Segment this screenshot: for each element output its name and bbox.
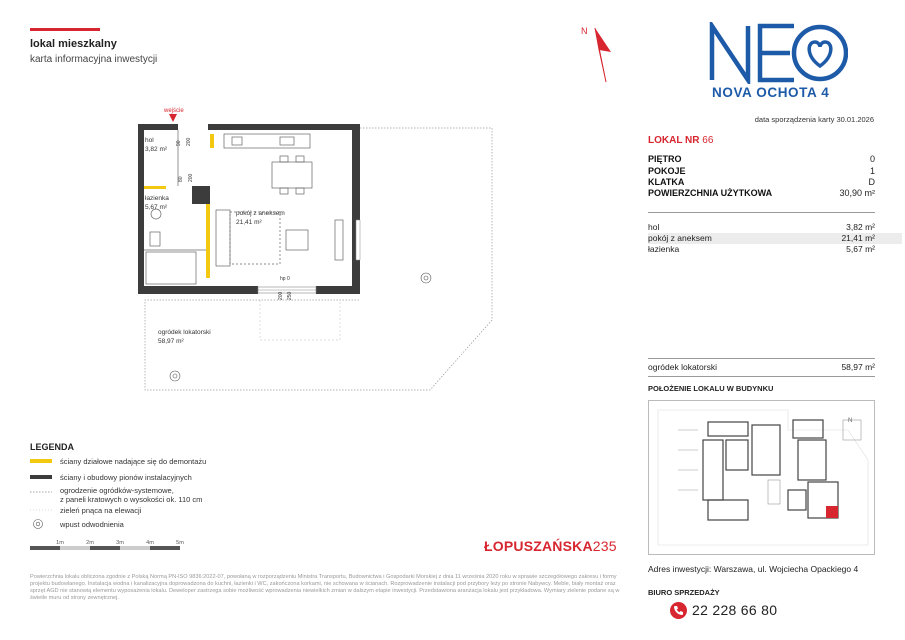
doc-subtitle: karta informacyjna inwestycji [30, 54, 158, 65]
lokal-number [648, 135, 713, 146]
svg-text:4m: 4m [146, 540, 154, 546]
phone-icon [670, 602, 687, 619]
room-row: łazienka 5,67 m² [648, 244, 875, 254]
footer-disclaimer: Powierzchnia lokalu obliczona zgodnie z Polską Normą PN-ISO 9836:2022-07, powołaną w rozporządzeniu Ministra Transportu, Budownictwa i Gospodarki Morskiej z dnia 11 września 2020 roku w sprawie szczegółowego zakresu i formy projektu budowlanego. Instalacja wodna i kanalizacyjna doprowadzona do kuchni, łazienki i WC, zakończona korkami, nie schowana w ścianach. Rozprowadzenie instalacji pod przybory leży po stronie Nabywcy. Meble, biały montaż oraz sprzęt AGD nie stanowią elementu wyposażenia lokalu. Deweloper zastrzega sobie możliwość wprowadzenia niewielkich zmian w dalszym etapie inwestycji. Przedstawiona aranżacja lokalu jest przykładowa. Wymiary zielenie podane są w świetle muru od strony zewnętrznej. [30, 574, 620, 601]
plan-hol-label: hol [145, 137, 154, 144]
compass-icon [575, 20, 615, 90]
info-row: POWIERZCHNIA UŻYTKOWA 30,90 m² [648, 188, 875, 198]
position-title: POŁOŻENIE LOKALU W BUDYNKU [648, 384, 774, 393]
plan-garden-label: ogródek lokatorski [158, 329, 211, 336]
info-row: KLATKA D [648, 177, 875, 187]
room-row: pokój z aneksem 21,41 m² [648, 233, 902, 244]
legend-item: ściany działowe nadające się do demontażu [60, 457, 207, 466]
legend-item: wpust odwodnienia [60, 520, 124, 529]
map-north-label: N [848, 418, 853, 424]
date-line: data sporządzenia karty 30.01.2026 [754, 115, 874, 124]
legend-swatch-wall [30, 474, 54, 480]
lokal-label: LOKAL NR [648, 135, 700, 146]
door1-width: 90 [176, 140, 182, 146]
window-width: 200 [278, 291, 284, 300]
investment-address: Adres inwestycji: Warszawa, ul. Wojciecha Opackiego 4 [648, 564, 859, 574]
door1-height: 200 [186, 137, 192, 146]
legend-item: ogrodzenie ogródków-systemowe, [60, 486, 174, 495]
plan-hol-area: 3,82 m² [145, 146, 168, 153]
divider [648, 358, 875, 359]
svg-text:3m: 3m [116, 540, 124, 546]
legend-swatch-demolish [30, 458, 54, 464]
legend-item: z paneli kratowych o wysokości ok. 110 cm [60, 495, 203, 504]
apartment-marker [826, 506, 838, 518]
svg-text:2m: 2m [86, 540, 94, 546]
info-row: PIĘTRO 0 [648, 154, 875, 164]
floor-plan [120, 100, 510, 430]
svg-text:1m: 1m [56, 540, 64, 546]
brand-word: ŁOPUSZAŃSKA [484, 538, 593, 554]
legend-swatch-greenery [30, 507, 54, 513]
window-height: 250 [287, 291, 293, 300]
lokal-value: 66 [702, 135, 714, 146]
legend-item: zieleń pnąca na elewacji [60, 506, 142, 515]
brand-name [484, 538, 617, 554]
garden-row: ogródek lokatorski 58,97 m² [648, 362, 875, 372]
header-accent-bar [30, 28, 100, 31]
plan-lazienka-label: łazienka [145, 195, 169, 202]
divider [648, 212, 875, 213]
drain-icon [30, 518, 54, 530]
legend-swatch-fence [30, 489, 54, 495]
building-location-map [648, 400, 875, 555]
legend-item: ściany i obudowy pionów instalacyjnych [60, 473, 192, 482]
plan-pokoj-area: 21,41 m² [236, 219, 262, 226]
divider [648, 376, 875, 377]
neo-logo [708, 22, 848, 84]
legend-title: LEGENDA [30, 442, 75, 452]
plan-garden-area: 58,97 m² [158, 338, 184, 345]
brand-number: 235 [592, 538, 617, 554]
logo-subtitle: NOVA OCHOTA 4 [712, 85, 830, 100]
svg-text:5m: 5m [176, 540, 184, 546]
door2-height: 200 [188, 173, 194, 182]
scale-bar [30, 538, 190, 558]
info-row: POKOJE 1 [648, 166, 875, 176]
entrance-label: wejście [164, 108, 184, 114]
plan-pokoj-label: pokój z aneksem [236, 210, 285, 217]
sales-phone[interactable]: 22 228 66 80 [692, 602, 778, 618]
sales-office-label: BIURO SPRZEDAŻY [648, 588, 720, 597]
doc-type: lokal mieszkalny [30, 38, 117, 50]
door2-width: 80 [178, 176, 184, 182]
room-row: hol 3,82 m² [648, 222, 875, 232]
compass-label: N [581, 26, 588, 36]
plan-lazienka-area: 5,67 m² [145, 204, 168, 211]
plan-window-label: hp 0 [280, 276, 290, 282]
